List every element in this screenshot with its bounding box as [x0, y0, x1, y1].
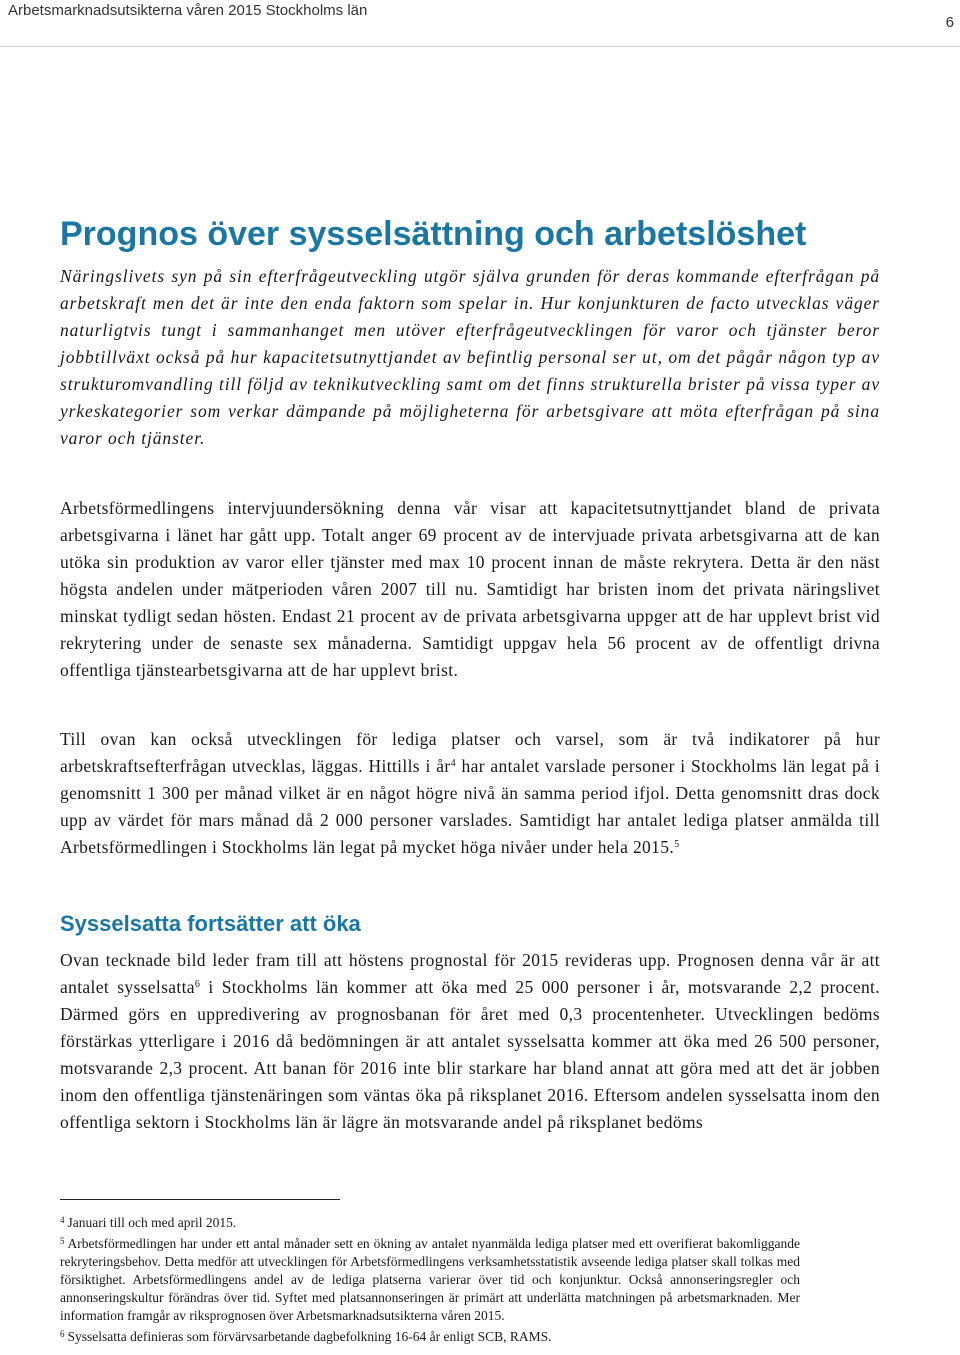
- footnote-number: 4: [60, 1215, 65, 1225]
- footnote-divider: [60, 1199, 340, 1200]
- paragraph-2-text-b: har antalet varslade personer i Stockholms län legat på i genomsnitt 1 300 per månad vilket är en något högre nivå än samma period ifjol. Detta genomsnitt dras dock upp av värdet för mars månad då 2 000 personer varslades. Samtidigt har antalet lediga platser anmälda till Arbetsförmedlingen i Stockholms län legat på mycket höga nivåer under hela 2015.: [60, 756, 880, 857]
- footnote-text: Januari till och med april 2015.: [67, 1215, 237, 1230]
- intro-paragraph: Näringslivets syn på sin efterfrågeutveckling utgör själva grunden för deras kommande efterfrågan på arbetskraft men det är inte den enda faktorn som spelar in. Hur konjunkturen de facto utvecklas väger naturligtvis tungt i sammanhanget men utöver efterfrågeutvecklingen för varor och tjänster beror jobbtillväxt också på hur kapacitetsutnyttjandet av befintlig personal ser ut, om det pågår någon typ av strukturomvandling till följd av teknikutveckling samt om det finns strukturella brister på vissa typer av yrkeskategorier som verkar dämpande på möjligheterna för arbetsgivare att möta efterfrågan på sina varor och tjänster.: [60, 266, 880, 448]
- footnote-text: Sysselsatta definieras som förvärvsarbetande dagbefolkning 16-64 år enligt SCB, RAMS.: [67, 1329, 552, 1344]
- page-number: 6: [945, 14, 954, 31]
- page-header: [0, 0, 960, 47]
- footnotes: [60, 1211, 800, 1346]
- paragraph-2-text-a: Till ovan kan också utvecklingen för lediga platser och varsel, som är två indikatorer på hur arbetskraftsefterfrågan utvecklas, läggas. Hittills i år: [60, 729, 880, 776]
- footnote-4: [60, 1211, 800, 1232]
- body-paragraph-1: Arbetsförmedlingens intervjuundersökning denna vår visar att kapacitetsutnyttjandet bland de privata arbetsgivarna i länet har gått upp. Totalt anger 69 procent av de intervjuade privata arbetsgivarna att de kan utöka sin produktion av varor eller tjänster med max 10 procent innan de måste rekrytera. Detta är den näst högsta andelen under mätperioden våren 2007 till nu. Samtidigt har bristen inom det privata näringslivet minskat tydligt sedan hösten. Endast 21 procent av de privata arbetsgivarna uppger att de har upplevt brist vid rekrytering under de senaste sex månaderna. Samtidigt uppgav hela 56 procent av de offentligt drivna offentliga tjänstearbetsgivarna att de har upplevt brist.: [60, 498, 880, 680]
- footnote-6: [60, 1325, 800, 1346]
- body-paragraph-2: [60, 726, 880, 861]
- paragraph-3-text-b: i Stockholms län kommer att öka med 25 000 personer i år, motsvarande 2,2 procent. Därmed görs en uppredivering av prognosbanan för året med 0,3 procentenheter. Utvecklingen bedöms förstärkas ytterligare i 2016 då bedömningen är att antalet sysselsatta kommer att öka med 26 500 personer, motsvarande 2,3 procent. Att banan för 2016 inte blir starkare har bland annat att göra med att det är jobben inom den offentliga tjänstenäringen som väntas öka på riksplanet 2016. Eftersom andelen sysselsatta inom den offentliga sektorn i Stockholms län är lägre än motsvarande andel på riksplanet bedöms: [60, 977, 880, 1132]
- page-title: Prognos över sysselsättning och arbetslöshet: [60, 215, 807, 253]
- footnote-number: 5: [60, 1236, 65, 1246]
- body-paragraph-3: [60, 947, 880, 1136]
- document-title: Arbetsmarknadsutsikterna våren 2015 Stockholms län: [8, 2, 368, 19]
- footnote-ref-5[interactable]: 5: [674, 839, 680, 850]
- footnote-ref-4[interactable]: 4: [450, 758, 456, 769]
- footnote-number: 6: [60, 1329, 65, 1339]
- footnote-5: [60, 1232, 800, 1325]
- section-heading: Sysselsatta fortsätter att öka: [60, 911, 361, 936]
- footnote-ref-6[interactable]: 6: [194, 979, 201, 990]
- footnote-text: Arbetsförmedlingen har under ett antal månader sett en ökning av antalet nyanmälda lediga platser med ett overifierat bakomliggande rekryteringsbehov. Detta medför att utvecklingen för Arbetsförmedlingens verksamhetsstatistik avseende lediga platser skall tolkas med försiktighet. Arbetsförmedlingens andel av de lediga platserna varierar över tid och konjunktur. Också annonseringsregler och annonseringskultur förändras över tid. Syftet med platsannonseringen är primärt att underlätta matchningen på arbetsmarknaden. Mer information framgår av riksprognosen över Arbetsmarknadsutsikterna våren 2015.: [60, 1236, 800, 1323]
- paragraph-3-text-a: Ovan tecknade bild leder fram till att höstens prognostal för 2015 revideras upp. Prognosen denna vår är att antalet sysselsatta: [60, 950, 880, 997]
